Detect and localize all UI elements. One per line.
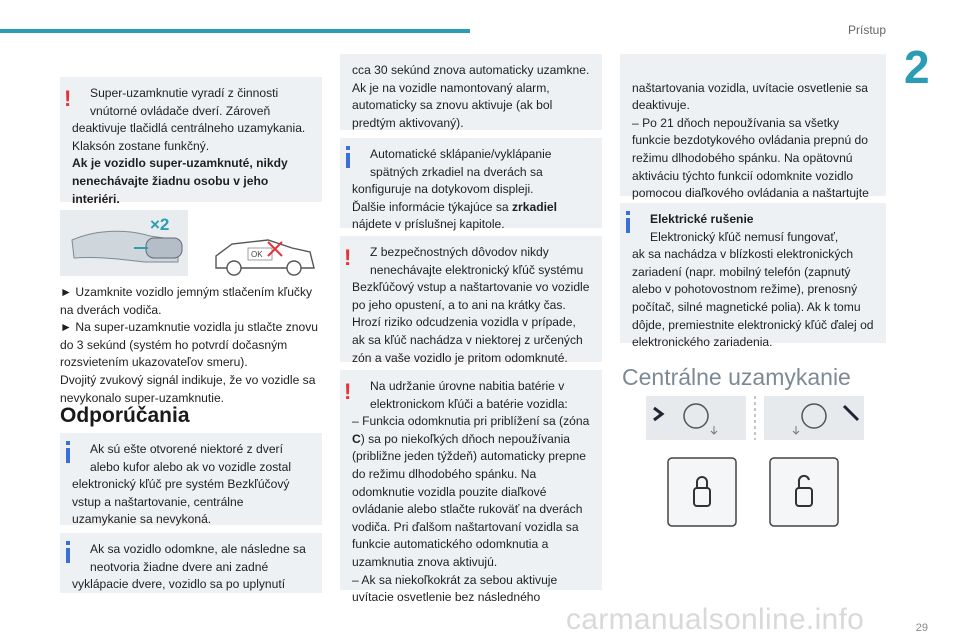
interior-panel-left xyxy=(646,396,746,440)
warning-text-cont: elektronickom kľúči a batérie vozidla: xyxy=(370,396,568,411)
press-twice-badge: ×2 xyxy=(150,215,170,234)
warning-text: Na udržanie úrovne nabitia batérie v xyxy=(370,379,565,393)
door-handle-illustration xyxy=(60,210,320,280)
zone-c-label: C xyxy=(352,431,361,446)
info-bold-mirrors: zrkadiel xyxy=(511,199,558,214)
central-locking-illustration xyxy=(646,396,866,532)
battery-item-1: – Funkcia odomknutia pri priblížení sa (zóna C) sa po niekoľkých dňoch nepoužívania (približne jeden týždeň) automaticky prepne do režimu dlhodobého spánku. Na odomknutie vozidla pouzite diaľkové ovládanie alebo stlačte rukoväť na dverách vodiča. Pri ďalšom naštartovaní vozidla sa funkcie automatického odomknutia a uzamknutia znova aktivujú. xyxy=(352,414,590,569)
info-icon xyxy=(624,214,630,237)
warning-box-battery xyxy=(340,370,602,605)
info-text: Automatické sklápanie/vyklápanie xyxy=(370,147,552,161)
header-accent-bar xyxy=(0,29,470,33)
heading-recommendations: Odporúčania xyxy=(60,404,190,427)
heading-central-locking: Centrálne uzamykanie xyxy=(622,364,851,390)
battery-item-2: – Ak sa niekoľkokrát za sebou aktivuje uvítacie osvetlenie bez následného xyxy=(352,572,558,605)
instructions-block xyxy=(60,284,322,407)
warning-box-key-left xyxy=(340,236,602,365)
info-text-cont: spätných zrkadiel na dverách sa konfiguruje na dotykovom displeji. xyxy=(352,164,543,197)
box-relock-continuation xyxy=(340,54,602,130)
step-note: Dvojitý zvukový signál indikuje, že vo vozidle sa nevykonalo super-uzamknutie. xyxy=(60,372,316,405)
info-text-cont: neotvoria žiadne dvere ani zadné vyklápacie dvere, vozidlo sa po uplynutí xyxy=(72,559,286,592)
ok-label: OK xyxy=(251,250,263,259)
warning-text-cont: vnútorné ovládače dverí. Zároveň deaktivuje tlačidlá centrálneho uzamykania. Klaksón zostane funkčný. xyxy=(72,103,306,153)
info-icon xyxy=(64,544,70,567)
info-box-doors-open xyxy=(60,433,322,525)
info-box-unlock-timeout xyxy=(60,533,322,593)
info-icon xyxy=(344,149,350,172)
info-text-ref: Ďalšie informácie týkajúce sa xyxy=(352,199,512,214)
info-text-ref-end: nájdete v príslušnej kapitole. xyxy=(352,217,505,232)
info-box-mirrors xyxy=(340,138,602,232)
warning-icon: ! xyxy=(344,379,352,404)
info-text: Ak sa vozidlo odomkne, ale následne sa xyxy=(90,542,306,556)
interior-panel-right xyxy=(764,396,864,440)
watermark: carmanualsonline.info xyxy=(566,603,865,636)
relock-text: cca 30 sekúnd znova automaticky uzamkne. Ak je na vozidle namontovaný alarm, automaticky sa znovu aktivuje (ak bol predtým aktivovaný). xyxy=(352,63,590,130)
warning-text: Super-uzamknutie vyradí z činnosti xyxy=(90,86,279,100)
warning-icon: ! xyxy=(344,245,352,270)
step-super-lock: ► Na super-uzamknutie vozidla ju stlačte znovu do 3 sekúnd (systém ho potvrdí dočasným rozsvietením ukazovateľov smeru). xyxy=(60,320,318,370)
info-box-interference xyxy=(620,203,886,350)
warning-text-cont: nenechávajte elektronický kľúč systému Bezkľúčový vstup a naštartovanie vo vozidle po jeho opustení, a to ani na krátky čas. Hrozí riziko odcudzenia vozidla v prípade, ak sa kľúč nachádza v niektorej z určených zón a vaše vozidlo je pritom odomknuté. xyxy=(352,262,590,365)
page-number: 29 xyxy=(915,622,928,634)
car-icon xyxy=(216,240,314,275)
warning-icon: ! xyxy=(64,86,72,111)
warning-text: Z bezpečnostných dôvodov nikdy xyxy=(370,245,549,259)
warning-box-super-lock xyxy=(60,77,322,206)
lock-button-icon xyxy=(668,458,736,526)
chapter-number: 2 xyxy=(904,41,930,93)
info-text-cont: ak sa nachádza v blízkosti elektronických zariadení (napr. mobilný telefón (zapnutý alebo v pohotovostnom režime), prenosný počítač, silné magnetické polia). Ak k tomu dôjde, premiestnite elektronický kľúč ďalej od elektronického zariadenia. xyxy=(632,247,874,350)
door-handle xyxy=(146,238,182,258)
interference-title: Elektrické rušenie xyxy=(650,212,754,226)
unlock-button-icon xyxy=(770,458,838,526)
info-icon xyxy=(64,444,70,467)
warning-bold-text: Ak je vozidlo super-uzamknuté, nikdy nenechávajte žiadnu osobu v jeho interiéri. xyxy=(72,156,288,206)
info-text: Ak sú ešte otvorené niektoré z dverí xyxy=(90,442,283,456)
info-text-cont: alebo kufor alebo ak vo vozidle zostal elektronický kľúč pre systém Bezkľúčový vstup a naštartovanie, centrálne uzamykanie sa nevykoná. xyxy=(72,459,292,527)
info-text: Elektronický kľúč nemusí fungovať, xyxy=(650,229,839,244)
welcome-text: naštartovania vozidla, uvítacie osvetlenie sa deaktivuje. – Po 21 dňoch nepoužívania sa všetky funkcie bezdotykového ovládania prepnú do režimu dlhodobého spánku. Na opätovnú aktiváciu týchto funkcií odomknite vozidlo pomocou diaľkového ovládania a naštartujte xyxy=(632,80,869,201)
box-welcome-continuation xyxy=(620,54,886,201)
step-lock: ► Uzamknite vozidlo jemným stlačením kľučky na dverách vodiča. xyxy=(60,285,313,317)
section-title: Prístup xyxy=(847,23,886,37)
